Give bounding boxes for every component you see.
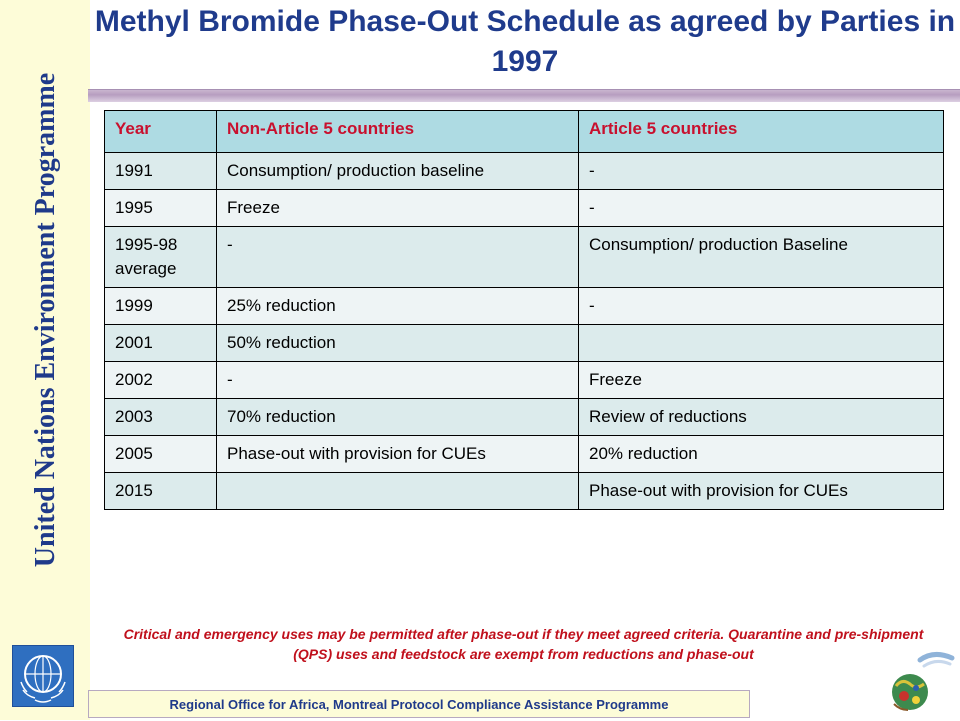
sidebar-org-text-wrap: [6, 0, 86, 640]
non-article5-cell: Phase-out with provision for CUEs: [217, 436, 579, 473]
year-cell: 1995: [105, 190, 217, 227]
col-year-header: Year: [105, 111, 217, 153]
table-row: [105, 288, 944, 325]
year-cell: 2015: [105, 473, 217, 510]
footer-text: Regional Office for Africa, Montreal Protocol Compliance Assistance Programme: [169, 696, 669, 712]
non-article5-cell: Freeze: [217, 190, 579, 227]
year-cell: 2001: [105, 325, 217, 362]
col-non-article5-header: Non-Article 5 countries: [217, 111, 579, 153]
phase-out-table: [104, 110, 944, 510]
sidebar: [0, 0, 90, 720]
year-cell: 2003: [105, 399, 217, 436]
article5-cell: Phase-out with provision for CUEs: [579, 473, 944, 510]
article5-cell: -: [579, 288, 944, 325]
article5-cell: Freeze: [579, 362, 944, 399]
non-article5-cell: 25% reduction: [217, 288, 579, 325]
year-cell: 1991: [105, 153, 217, 190]
footnote: Critical and emergency uses may be permitted after phase-out if they meet agreed criteria. Quarantine and pre-shipment (QPS) uses and feedstock are exempt from reductions and phase-out: [123, 626, 924, 662]
footer-bar: [88, 690, 750, 718]
non-article5-cell: Consumption/ production baseline: [217, 153, 579, 190]
globe-ozone-icon: [880, 646, 956, 716]
table-row: [105, 325, 944, 362]
non-article5-cell: 70% reduction: [217, 399, 579, 436]
non-article5-cell: 50% reduction: [217, 325, 579, 362]
table-row: [105, 399, 944, 436]
article5-cell: -: [579, 153, 944, 190]
table-row: [105, 190, 944, 227]
table-row: [105, 473, 944, 510]
article5-cell: -: [579, 190, 944, 227]
unep-logo-icon: [12, 645, 74, 707]
article5-cell: Review of reductions: [579, 399, 944, 436]
article5-cell: 20% reduction: [579, 436, 944, 473]
organization-name: United Nations Environment Programme: [30, 72, 62, 568]
title-divider: [88, 89, 960, 102]
table-row: [105, 227, 944, 288]
non-article5-cell: -: [217, 362, 579, 399]
non-article5-cell: [217, 473, 579, 510]
article5-cell: [579, 325, 944, 362]
table-row: [105, 362, 944, 399]
table-header-row: [105, 111, 944, 153]
year-cell: 2002: [105, 362, 217, 399]
col-article5-header: Article 5 countries: [579, 111, 944, 153]
year-cell: 1995-98 average: [105, 227, 217, 288]
table-row: [105, 436, 944, 473]
page-title: Methyl Bromide Phase-Out Schedule as agreed by Parties in 1997: [94, 5, 956, 78]
article5-cell: Consumption/ production Baseline: [579, 227, 944, 288]
year-cell: 2005: [105, 436, 217, 473]
table-row: [105, 153, 944, 190]
year-cell: 1999: [105, 288, 217, 325]
non-article5-cell: -: [217, 227, 579, 288]
